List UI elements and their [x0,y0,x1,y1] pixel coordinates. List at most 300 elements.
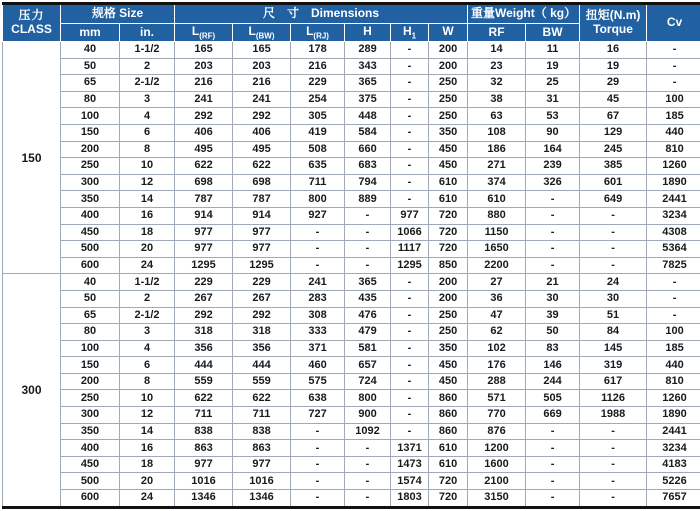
dim-h1-sub: 1 [412,31,416,40]
table-cell: 1066 [391,224,429,241]
table-cell: 850 [429,257,468,274]
table-cell: 267 [233,290,291,307]
table-cell: 365 [345,274,391,291]
table-cell: 19 [580,58,647,75]
table-cell: 288 [468,373,526,390]
table-cell: 977 [175,241,233,258]
table-cell: 977 [175,456,233,473]
table-cell: 440 [647,357,700,374]
table-cell: - [647,307,700,324]
table-cell: 203 [175,58,233,75]
table-cell: 84 [580,324,647,341]
table-cell: - [291,473,345,490]
table-cell: 860 [429,423,468,440]
table-cell: 165 [233,42,291,59]
table-cell: 450 [61,224,120,241]
dim-h-header [345,24,391,42]
table-cell: 10 [120,158,175,175]
table-cell: 720 [429,207,468,224]
table-cell: 292 [175,108,233,125]
torque-header [580,4,647,42]
table-cell: 581 [345,340,391,357]
table-cell: 176 [468,357,526,374]
table-cell: 305 [291,108,345,125]
table-cell: 65 [61,75,120,92]
table-cell: 292 [233,307,291,324]
table-cell: 100 [647,324,700,341]
table-row [3,191,700,208]
pressure-class-header [3,4,61,42]
table-cell: 1126 [580,390,647,407]
table-cell: 318 [175,324,233,341]
table-cell: 318 [233,324,291,341]
table-cell: 863 [175,440,233,457]
table-cell: 7825 [647,257,700,274]
table-cell: 1-1/2 [120,42,175,59]
table-cell: 863 [233,440,291,457]
table-cell: - [391,141,429,158]
table-row [3,75,700,92]
table-cell: 711 [233,407,291,424]
table-cell: - [526,257,580,274]
table-cell: 3150 [468,490,526,508]
table-cell: 622 [233,158,291,175]
table-cell: - [580,423,647,440]
table-cell: 419 [291,124,345,141]
table-row [3,373,700,390]
table-cell: 216 [291,58,345,75]
table-row [3,274,700,291]
table-cell: 5364 [647,241,700,258]
table-cell: 65 [61,307,120,324]
table-cell: 2 [120,290,175,307]
table-cell: - [391,174,429,191]
table-cell: 720 [429,473,468,490]
table-cell: 444 [175,357,233,374]
table-cell: 254 [291,91,345,108]
table-cell: 24 [120,490,175,508]
table-cell: 350 [429,340,468,357]
table-cell: 610 [468,191,526,208]
table-cell: 145 [580,340,647,357]
table-cell: 610 [429,456,468,473]
table-row [3,141,700,158]
table-cell: 200 [61,141,120,158]
table-row [3,91,700,108]
table-cell: - [391,340,429,357]
table-cell: 350 [429,124,468,141]
table-cell: - [345,241,391,258]
table-cell: 229 [175,274,233,291]
table-cell: 720 [429,224,468,241]
table-row [3,241,700,258]
table-cell: 810 [647,141,700,158]
table-cell: 6 [120,357,175,374]
table-cell: - [391,42,429,59]
table-cell: 400 [61,440,120,457]
table-cell: 375 [345,91,391,108]
table-cell: 40 [61,274,120,291]
table-cell: 250 [429,324,468,341]
table-row [3,390,700,407]
table-cell: 16 [120,207,175,224]
table-cell: 876 [468,423,526,440]
table-cell: - [526,473,580,490]
table-row [3,174,700,191]
table-cell: 1346 [175,490,233,508]
table-row [3,307,700,324]
table-cell: 24 [120,257,175,274]
table-cell: 308 [291,307,345,324]
table-cell: - [580,224,647,241]
table-cell: 3 [120,91,175,108]
table-cell: 241 [175,91,233,108]
table-cell: 16 [120,440,175,457]
table-cell: 100 [61,340,120,357]
table-cell: - [391,191,429,208]
table-cell: 2-1/2 [120,75,175,92]
table-cell: 239 [526,158,580,175]
table-cell: 669 [526,407,580,424]
table-cell: 300 [61,407,120,424]
table-cell: 720 [429,490,468,508]
table-cell: 164 [526,141,580,158]
table-cell: 1600 [468,456,526,473]
table-cell: 47 [468,307,526,324]
table-cell: 271 [468,158,526,175]
table-cell: 727 [291,407,345,424]
table-cell: - [526,191,580,208]
table-cell: - [391,108,429,125]
table-cell: - [391,91,429,108]
table-cell: - [391,407,429,424]
header-row-groups [3,4,700,24]
table-cell: 810 [647,373,700,390]
table-cell: 479 [345,324,391,341]
table-cell: 610 [429,174,468,191]
table-cell: 600 [61,257,120,274]
table-cell: - [345,224,391,241]
table-cell: 245 [580,141,647,158]
table-cell: 241 [233,91,291,108]
table-cell: 1574 [391,473,429,490]
table-cell: - [647,42,700,59]
dim-w-main: W [442,24,453,38]
table-cell: 67 [580,108,647,125]
table-cell: 638 [291,390,345,407]
table-cell: 5226 [647,473,700,490]
table-cell: - [391,390,429,407]
table-cell: 1092 [345,423,391,440]
table-cell: 100 [647,91,700,108]
weight-rf-header: RF [468,24,526,42]
table-cell: 1016 [233,473,291,490]
table-cell: - [391,423,429,440]
table-cell: 31 [526,91,580,108]
table-cell: 575 [291,373,345,390]
table-cell: 45 [580,91,647,108]
table-cell: 977 [233,456,291,473]
dim-lbw-sub: (BW) [256,31,275,40]
table-cell: 200 [61,373,120,390]
table-cell: - [526,440,580,457]
table-cell: 977 [391,207,429,224]
table-cell: 14 [120,423,175,440]
table-cell: 622 [233,390,291,407]
table-cell: 1117 [391,241,429,258]
table-cell: - [647,75,700,92]
table-cell: - [647,58,700,75]
table-cell: 216 [233,75,291,92]
pressure-class-label-en: CLASS [11,22,52,36]
table-cell: 500 [61,241,120,258]
table-cell: 350 [61,191,120,208]
table-cell: - [291,456,345,473]
pressure-class-cell: 150 [3,42,61,274]
table-cell: 102 [468,340,526,357]
table-cell: 476 [345,307,391,324]
table-cell: 559 [175,373,233,390]
dim-h1-main: H [403,24,412,38]
table-row [3,290,700,307]
dim-lrj-main: L [306,24,313,38]
weight-bw-header: BW [526,24,580,42]
table-cell: 319 [580,357,647,374]
table-row [3,257,700,274]
table-cell: 1-1/2 [120,274,175,291]
table-cell: 698 [175,174,233,191]
table-cell: 374 [468,174,526,191]
table-cell: 365 [345,75,391,92]
table-cell: 2-1/2 [120,307,175,324]
table-cell: 14 [120,191,175,208]
table-cell: 12 [120,174,175,191]
table-cell: 371 [291,340,345,357]
table-cell: - [345,490,391,508]
table-cell: 200 [429,58,468,75]
table-cell: 18 [120,456,175,473]
pressure-class-cell: 300 [3,274,61,507]
valve-dimension-table [2,2,700,509]
table-cell: 3 [120,324,175,341]
table-header [3,4,700,42]
table-cell: - [580,207,647,224]
table-cell: - [580,456,647,473]
table-cell: 333 [291,324,345,341]
dim-lbw-header [233,24,291,42]
table-cell: 889 [345,191,391,208]
table-cell: 244 [526,373,580,390]
dim-lrf-main: L [192,24,199,38]
table-cell: 711 [291,174,345,191]
table-cell: - [291,224,345,241]
table-cell: 150 [61,357,120,374]
cv-header: Cv [647,4,700,42]
table-cell: 450 [429,158,468,175]
table-cell: 40 [61,42,120,59]
table-cell: 30 [526,290,580,307]
table-cell: 610 [429,440,468,457]
table-cell: 622 [175,390,233,407]
table-cell: 977 [175,224,233,241]
table-cell: 356 [233,340,291,357]
table-cell: 165 [175,42,233,59]
table-cell: 800 [291,191,345,208]
table-cell: - [580,257,647,274]
table-cell: 292 [233,108,291,125]
table-cell: 250 [429,307,468,324]
table-cell: 241 [291,274,345,291]
table-cell: 435 [345,290,391,307]
table-cell: - [391,58,429,75]
table-cell: 1890 [647,407,700,424]
table-cell: 617 [580,373,647,390]
table-cell: 267 [175,290,233,307]
table-cell: 800 [345,390,391,407]
table-cell: 838 [233,423,291,440]
table-cell: 794 [345,174,391,191]
table-cell: 500 [61,473,120,490]
table-cell: 448 [345,108,391,125]
table-cell: - [647,290,700,307]
table-cell: - [526,207,580,224]
table-cell: - [391,324,429,341]
table-cell: 100 [61,108,120,125]
table-cell: 4 [120,108,175,125]
table-cell: 2200 [468,257,526,274]
table-cell: - [391,290,429,307]
table-cell: 350 [61,423,120,440]
pressure-class-label-cn: 压力 [18,8,44,22]
table-cell: 18 [120,224,175,241]
table-cell: - [291,423,345,440]
table-cell: 21 [526,274,580,291]
size-in-header: in. [120,24,175,42]
table-cell: 200 [429,274,468,291]
table-row [3,58,700,75]
table-cell: 4183 [647,456,700,473]
table-cell: 108 [468,124,526,141]
table-cell: 178 [291,42,345,59]
table-cell: - [526,241,580,258]
table-cell: - [345,257,391,274]
table-cell: 2441 [647,191,700,208]
table-cell: 505 [526,390,580,407]
table-cell: 711 [175,407,233,424]
table-cell: 356 [175,340,233,357]
table-cell: 146 [526,357,580,374]
torque-label-en: Torque [593,22,633,36]
table-cell: 7657 [647,490,700,508]
table-cell: 1016 [175,473,233,490]
table-cell: 23 [468,58,526,75]
table-row [3,473,700,490]
table-cell: 200 [429,290,468,307]
table-cell: 770 [468,407,526,424]
table-cell: 495 [175,141,233,158]
table-cell: 16 [580,42,647,59]
table-cell: 927 [291,207,345,224]
table-cell: 11 [526,42,580,59]
table-row [3,340,700,357]
table-cell: 19 [526,58,580,75]
table-cell: 289 [345,42,391,59]
table-cell: 39 [526,307,580,324]
table-row [3,357,700,374]
table-cell: - [391,307,429,324]
table-cell: - [391,124,429,141]
table-cell: - [291,440,345,457]
table-cell: - [580,473,647,490]
table-cell: 1371 [391,440,429,457]
table-cell: 38 [468,91,526,108]
table-cell: 50 [61,290,120,307]
table-cell: 20 [120,473,175,490]
table-cell: 838 [175,423,233,440]
table-cell: 2100 [468,473,526,490]
table-row [3,440,700,457]
table-row [3,490,700,508]
table-cell: - [391,75,429,92]
table-cell: 32 [468,75,526,92]
table-cell: 450 [429,357,468,374]
table-cell: - [580,440,647,457]
table-cell: 50 [61,58,120,75]
table-cell: 1473 [391,456,429,473]
table-cell: 1890 [647,174,700,191]
dim-lrf-sub: (RF) [199,31,215,40]
table-cell: 600 [61,490,120,508]
table-cell: 90 [526,124,580,141]
table-cell: 450 [429,373,468,390]
table-cell: 860 [429,390,468,407]
table-cell: 1200 [468,440,526,457]
table-cell: 787 [175,191,233,208]
table-cell: 900 [345,407,391,424]
table-cell: 229 [233,274,291,291]
table-cell: - [345,207,391,224]
table-cell: 8 [120,141,175,158]
table-cell: 440 [647,124,700,141]
table-cell: - [345,473,391,490]
table-cell: - [291,490,345,508]
table-cell: 3234 [647,440,700,457]
table-body [3,42,700,508]
table-cell: 10 [120,390,175,407]
table-cell: 1295 [175,257,233,274]
table-cell: 406 [175,124,233,141]
table-cell: 326 [526,174,580,191]
table-cell: - [391,158,429,175]
table-cell: 977 [233,224,291,241]
size-group-header: 规格 Size [61,4,175,24]
table-cell: 3234 [647,207,700,224]
table-cell: 610 [429,191,468,208]
table-cell: 36 [468,290,526,307]
table-cell: 83 [526,340,580,357]
table-cell: 27 [468,274,526,291]
table-cell: 300 [61,174,120,191]
table-cell: - [526,456,580,473]
table-row [3,207,700,224]
table-cell: 584 [345,124,391,141]
table-cell: 14 [468,42,526,59]
dim-lrj-header [291,24,345,42]
table-cell: 200 [429,42,468,59]
table-cell: 216 [175,75,233,92]
table-cell: 129 [580,124,647,141]
table-row [3,456,700,473]
